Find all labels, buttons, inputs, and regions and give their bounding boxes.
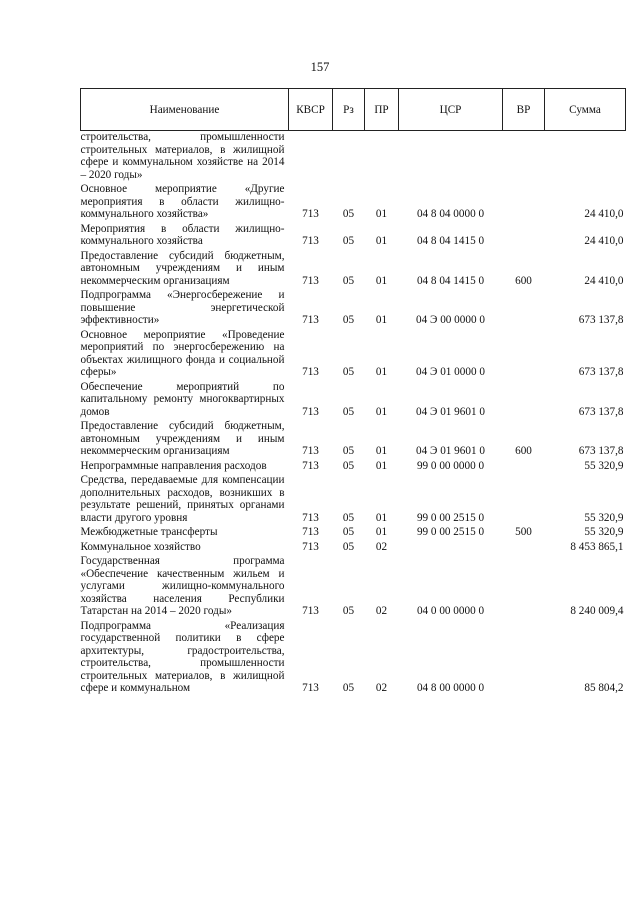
cell-sum: 55 320,9 bbox=[584, 511, 624, 524]
table-row bbox=[81, 131, 626, 182]
cell-rz: 05 bbox=[342, 526, 355, 538]
cell-csr: 04 8 04 1415 0 bbox=[416, 235, 485, 247]
cell-name: Государственная программа «Обеспечение качественным жильем и услугами жилищно-коммунального хозяйства населения Республики Татарстан на 2014 – 2020 годы» bbox=[80, 555, 285, 617]
cell-vr bbox=[503, 327, 545, 379]
cell-vr: 500 bbox=[515, 526, 532, 538]
cell-sum: 8 240 009,4 bbox=[570, 605, 624, 617]
cell-name: Непрограммные направления расходов bbox=[80, 459, 267, 472]
cell-csr bbox=[399, 539, 503, 554]
cell-sum: 673 137,8 bbox=[578, 445, 624, 457]
cell-name: Коммунальное хозяйство bbox=[80, 540, 201, 553]
cell-name: Основное мероприятие «Проведение мероприятий по энергосбережению на объектах жилищного фонда и социальной сферы» bbox=[80, 328, 285, 378]
cell-sum: 55 320,9 bbox=[584, 459, 624, 472]
table-row bbox=[81, 221, 626, 248]
cell-sum: 85 804,2 bbox=[584, 682, 624, 694]
cell-name: Подпрограмма «Реализация государственной политики в сфере архитектуры, градостроительства, строительства, промышленности строительных материалов, в жилищной сфере и коммунальном bbox=[80, 619, 285, 694]
cell-rz: 05 bbox=[342, 235, 355, 247]
cell-rz: 05 bbox=[342, 366, 355, 378]
col-header-pr: ПР bbox=[365, 89, 399, 131]
cell-rz: 05 bbox=[342, 605, 355, 617]
cell-pr bbox=[365, 131, 399, 182]
cell-name: Обеспечение мероприятий по капитальному ремонту многоквартирных домов bbox=[80, 380, 285, 418]
table-header-row bbox=[81, 89, 626, 131]
cell-name: Предоставление субсидий бюджетным, автономным учреждениям и иным некоммерческим организациям bbox=[80, 420, 285, 457]
cell-csr: 04 Э 01 0000 0 bbox=[416, 366, 485, 378]
cell-kvsr: 713 bbox=[302, 605, 319, 617]
col-header-name: Наименование bbox=[81, 89, 289, 131]
cell-csr: 04 Э 01 9601 0 bbox=[416, 405, 485, 418]
cell-sum: 55 320,9 bbox=[584, 526, 624, 538]
cell-csr bbox=[399, 131, 503, 182]
cell-kvsr: 713 bbox=[302, 208, 319, 220]
cell-sum: 24 410,0 bbox=[584, 208, 624, 220]
col-header-kvsr: КВСР bbox=[289, 89, 333, 131]
cell-pr: 01 bbox=[375, 511, 388, 524]
cell-pr: 02 bbox=[375, 540, 388, 553]
cell-vr: 600 bbox=[515, 445, 532, 457]
cell-sum: 673 137,8 bbox=[578, 366, 624, 378]
cell-kvsr: 713 bbox=[302, 511, 319, 524]
table-row bbox=[81, 472, 626, 524]
col-header-vr: ВР bbox=[503, 89, 545, 131]
cell-name: Средства, передаваемые для компенсации дополнительных расходов, возникших в результате решений, принятых органами власти другого уровня bbox=[80, 474, 285, 524]
col-header-rz: Рз bbox=[333, 89, 365, 131]
table-row bbox=[81, 539, 626, 554]
cell-kvsr: 713 bbox=[302, 405, 319, 418]
cell-sum bbox=[545, 131, 626, 182]
cell-kvsr: 713 bbox=[302, 366, 319, 378]
cell-csr: 04 8 00 0000 0 bbox=[416, 682, 485, 694]
cell-rz: 05 bbox=[342, 511, 355, 524]
budget-table bbox=[80, 88, 626, 695]
cell-pr: 02 bbox=[375, 605, 388, 617]
cell-csr: 99 0 00 0000 0 bbox=[416, 459, 485, 472]
cell-csr: 04 Э 00 0000 0 bbox=[416, 314, 485, 326]
cell-csr: 04 8 04 1415 0 bbox=[416, 274, 485, 287]
cell-csr: 04 Э 01 9601 0 bbox=[416, 445, 485, 457]
cell-pr: 02 bbox=[375, 682, 388, 694]
cell-rz: 05 bbox=[342, 208, 355, 220]
cell-pr: 01 bbox=[375, 366, 388, 378]
cell-rz: 05 bbox=[342, 459, 355, 472]
cell-vr bbox=[503, 287, 545, 327]
cell-vr bbox=[503, 553, 545, 618]
cell-rz: 05 bbox=[342, 314, 355, 326]
cell-vr bbox=[503, 539, 545, 554]
table-body bbox=[81, 131, 626, 695]
cell-kvsr: 713 bbox=[302, 274, 319, 287]
cell-kvsr bbox=[289, 131, 333, 182]
cell-sum: 24 410,0 bbox=[584, 274, 624, 287]
cell-kvsr: 713 bbox=[302, 314, 319, 326]
cell-name: строительства, промышленности строительных материалов, в жилищной сфере и коммунальном хозяйстве на 2014 – 2020 годы» bbox=[80, 131, 285, 181]
cell-vr bbox=[503, 472, 545, 524]
page-number: 157 bbox=[310, 60, 330, 74]
cell-name: Основное мероприятие «Другие мероприятия в области жилищно-коммунального хозяйства» bbox=[80, 183, 285, 220]
cell-sum: 24 410,0 bbox=[584, 235, 624, 247]
table-row bbox=[81, 327, 626, 379]
cell-vr bbox=[503, 379, 545, 419]
table-row bbox=[81, 181, 626, 221]
cell-pr: 01 bbox=[375, 459, 388, 472]
cell-pr: 01 bbox=[375, 405, 388, 418]
cell-rz: 05 bbox=[342, 540, 355, 553]
table-row bbox=[81, 524, 626, 539]
cell-name: Предоставление субсидий бюджетным, автономным учреждениям и иным некоммерческим организациям bbox=[80, 249, 285, 287]
cell-kvsr: 713 bbox=[302, 540, 319, 553]
table-row bbox=[81, 287, 626, 327]
cell-name: Подпрограмма «Энергосбережение и повышение энергетической эффективности» bbox=[80, 289, 285, 326]
cell-vr bbox=[503, 458, 545, 473]
table-row bbox=[81, 418, 626, 458]
cell-rz: 05 bbox=[342, 405, 355, 418]
col-header-sum: Сумма bbox=[545, 89, 626, 131]
cell-pr: 01 bbox=[375, 314, 388, 326]
table-row bbox=[81, 618, 626, 695]
cell-csr: 99 0 00 2515 0 bbox=[416, 511, 485, 524]
table-row bbox=[81, 248, 626, 288]
cell-sum: 673 137,8 bbox=[578, 314, 624, 326]
cell-vr bbox=[503, 181, 545, 221]
table-row bbox=[81, 379, 626, 419]
col-header-csr: ЦСР bbox=[399, 89, 503, 131]
cell-sum: 673 137,8 bbox=[578, 405, 624, 418]
cell-name: Межбюджетные трансферты bbox=[80, 526, 218, 538]
cell-csr: 04 8 04 0000 0 bbox=[416, 208, 485, 220]
cell-vr: 600 bbox=[515, 274, 532, 287]
cell-rz bbox=[333, 131, 365, 182]
cell-rz: 05 bbox=[342, 445, 355, 457]
cell-csr: 04 0 00 0000 0 bbox=[416, 605, 485, 617]
cell-rz: 05 bbox=[342, 682, 355, 694]
cell-pr: 01 bbox=[375, 235, 388, 247]
cell-kvsr: 713 bbox=[302, 682, 319, 694]
cell-pr: 01 bbox=[375, 526, 388, 538]
cell-rz: 05 bbox=[342, 274, 355, 287]
table-row bbox=[81, 458, 626, 473]
cell-kvsr: 713 bbox=[302, 526, 319, 538]
cell-kvsr: 713 bbox=[302, 459, 319, 472]
cell-pr: 01 bbox=[375, 208, 388, 220]
table-row bbox=[81, 553, 626, 618]
cell-vr bbox=[503, 221, 545, 248]
cell-pr: 01 bbox=[375, 445, 388, 457]
cell-kvsr: 713 bbox=[302, 445, 319, 457]
cell-sum: 8 453 865,1 bbox=[570, 540, 624, 553]
cell-csr: 99 0 00 2515 0 bbox=[416, 526, 485, 538]
cell-name: Мероприятия в области жилищно-коммунального хозяйства bbox=[80, 222, 285, 247]
cell-pr: 01 bbox=[375, 274, 388, 287]
cell-kvsr: 713 bbox=[302, 235, 319, 247]
cell-vr bbox=[503, 618, 545, 695]
cell-vr bbox=[503, 131, 545, 182]
